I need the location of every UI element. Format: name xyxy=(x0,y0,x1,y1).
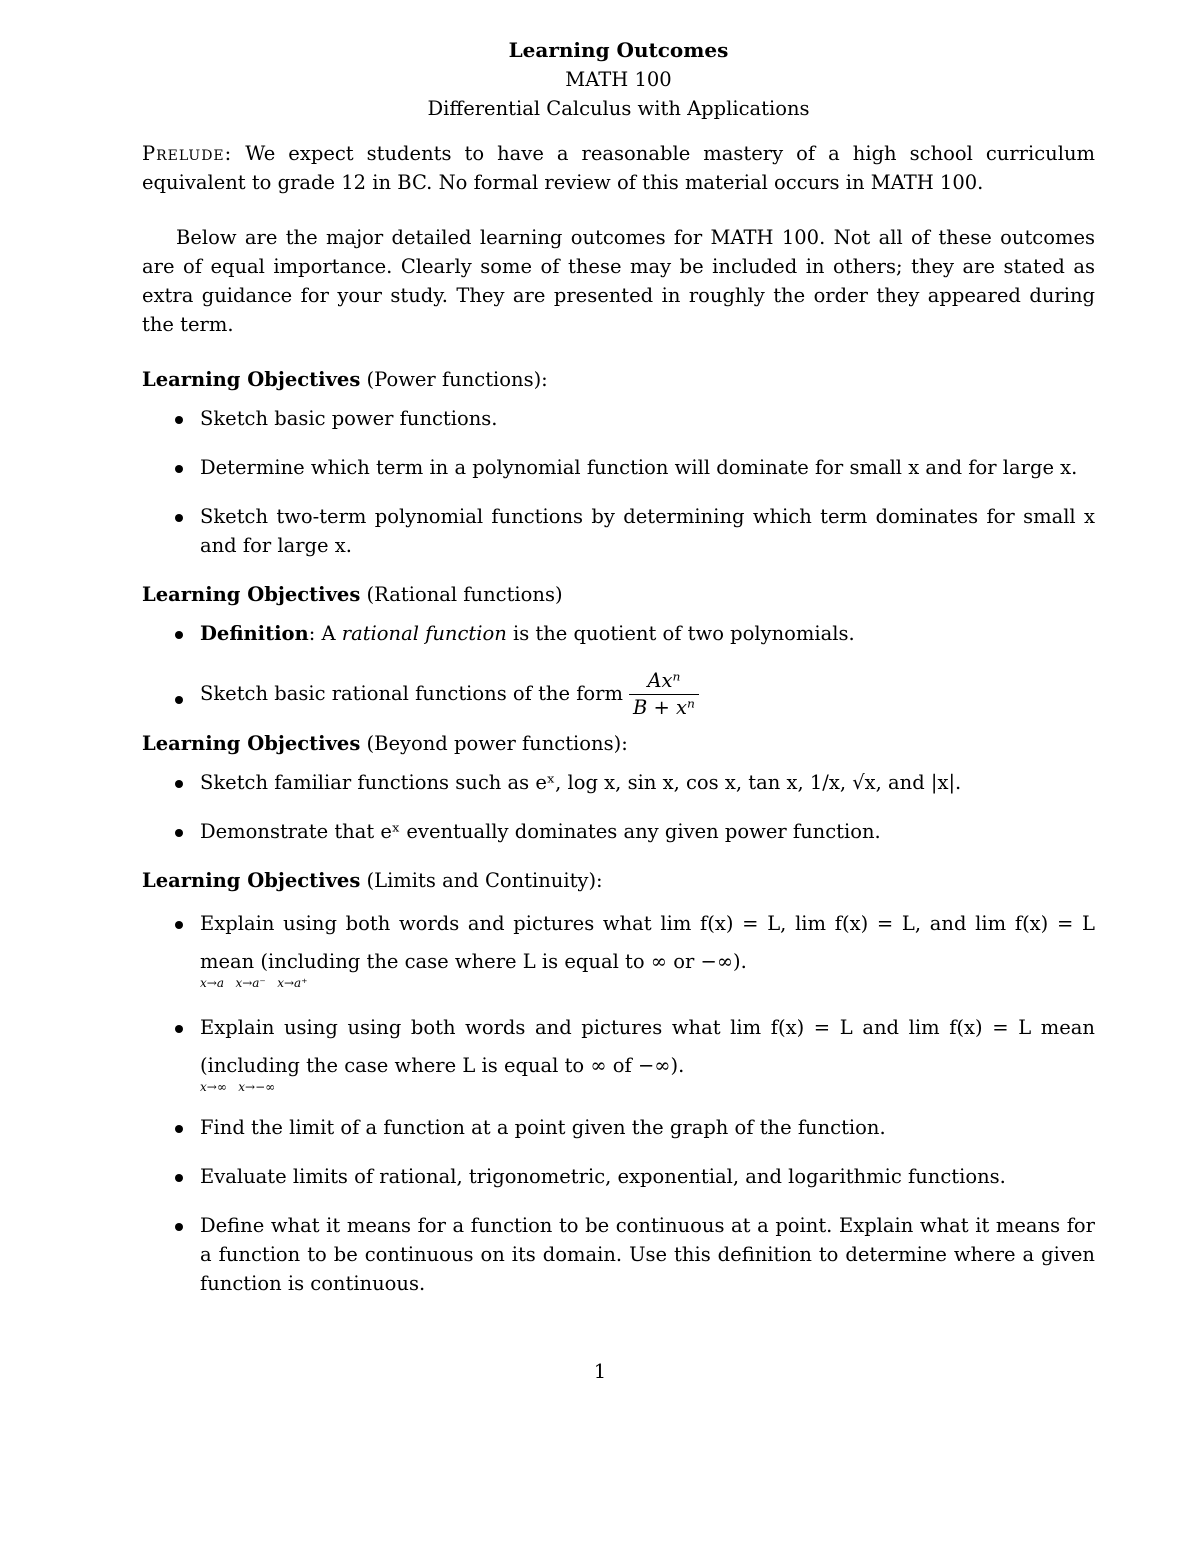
list-item: Definition: A rational function is the quotient of two polynomials. xyxy=(142,619,1095,648)
section-beyond-power xyxy=(142,729,1095,846)
prelude-label: Prelude: xyxy=(142,142,233,165)
bullet-icon xyxy=(175,416,183,424)
bullet-icon xyxy=(175,465,183,473)
section-heading: Learning Objectives (Rational functions) xyxy=(142,583,563,606)
bullet-icon xyxy=(175,631,183,639)
list-item: Sketch two-term polynomial functions by determining which term dominates for small x and for large x. xyxy=(142,502,1095,560)
section-rational-functions xyxy=(142,580,1095,721)
section-heading: Learning Objectives (Power functions): xyxy=(142,368,548,391)
list-item: Evaluate limits of rational, trigonometric, exponential, and logarithmic functions. xyxy=(142,1162,1095,1191)
section-heading: Learning Objectives (Beyond power functions): xyxy=(142,732,628,755)
list-item: Find the limit of a function at a point given the graph of the function. xyxy=(142,1113,1095,1142)
page-number: 1 xyxy=(593,1360,607,1383)
list-item: Determine which term in a polynomial function will dominate for small x and for large x. xyxy=(142,453,1095,482)
objective-list xyxy=(142,404,1095,560)
list-item: Define what it means for a function to be continuous at a point. Explain what it means for a function to be continuous on its domain. Use this definition to determine where a given function is continuous. xyxy=(142,1211,1095,1298)
document-title: Learning Outcomes xyxy=(508,38,729,62)
list-item: Explain using using both words and pictures what lim f(x) = L and lim f(x) = L mean (including the case where L is equal to ∞ of −∞). x→∞ x→−∞ xyxy=(142,1009,1095,1093)
section-heading: Learning Objectives (Limits and Continuity): xyxy=(142,869,603,892)
prelude-text: We expect students to have a reasonable mastery of a high school curriculum equivalent to grade 12 in BC. No formal review of this material occurs in MATH 100. xyxy=(142,142,1096,194)
objective-list xyxy=(142,619,1095,721)
list-item: Demonstrate that eˣ eventually dominates any given power function. xyxy=(142,817,1095,846)
bullet-icon xyxy=(175,1125,183,1133)
section-power-functions xyxy=(142,365,1095,560)
bullet-icon xyxy=(175,514,183,522)
document-page xyxy=(142,36,1095,1318)
list-item: Explain using both words and pictures what lim f(x) = L, lim f(x) = L, and lim f(x) = L mean (including the case where L is equal to ∞ or −∞). x→a x→a⁻ x→a⁺ xyxy=(142,905,1095,989)
bullet-icon xyxy=(175,696,183,704)
list-item: Sketch basic power functions. xyxy=(142,404,1095,433)
prelude-paragraph xyxy=(142,139,1095,197)
objective-list xyxy=(142,905,1095,1298)
bullet-icon xyxy=(175,829,183,837)
bullet-icon xyxy=(175,921,183,929)
course-subtitle: Differential Calculus with Applications xyxy=(427,97,810,120)
bullet-icon xyxy=(175,780,183,788)
limit-subscripts: x→a x→a⁻ x→a⁺ xyxy=(200,976,308,990)
bullet-icon xyxy=(175,1174,183,1182)
limit-subscripts: x→∞ x→−∞ xyxy=(200,1080,276,1094)
bullet-icon xyxy=(175,1223,183,1231)
fraction: $\frac{\text{Axⁿ}}{\text{B + xⁿ}}$ xyxy=(629,668,699,721)
list-item: Sketch familiar functions such as eˣ, log x, sin x, cos x, tan x, 1/x, √x, and |x|. xyxy=(142,768,1095,797)
objective-list xyxy=(142,768,1095,846)
list-item: Sketch basic rational functions of the form $\frac{\text{Axⁿ}}{\text{B + xⁿ}}$ xyxy=(142,668,1095,721)
section-limits-continuity xyxy=(142,866,1095,1298)
course-code: MATH 100 xyxy=(565,68,672,91)
document-header xyxy=(142,36,1095,123)
intro-paragraph: Below are the major detailed learning outcomes for MATH 100. Not all of these outcomes are of equal importance. Clearly some of these may be included in others; they are stated as extra guidance for your study. They are presented in roughly the order they appeared during the term. xyxy=(142,226,1095,336)
bullet-icon xyxy=(175,1025,183,1033)
